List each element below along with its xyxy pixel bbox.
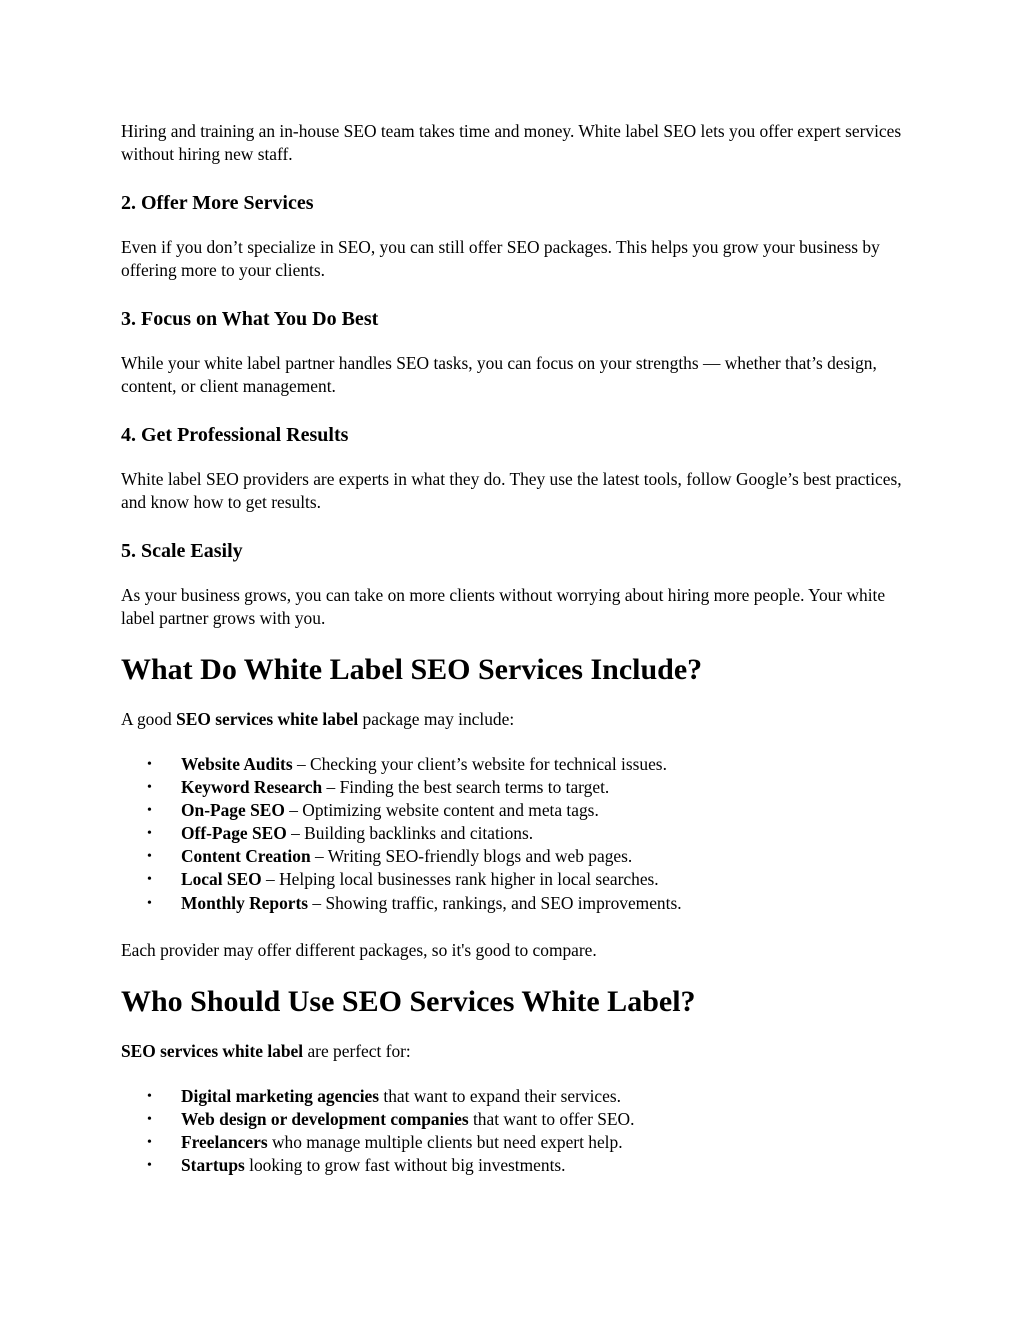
include-closing-paragraph: Each provider may offer different packages, so it's good to compare.	[121, 939, 597, 960]
list-item-text: that want to expand their services.	[379, 1085, 621, 1106]
list-item	[121, 822, 911, 845]
intro-paragraph: Hiring and training an in-house SEO team takes time and money. White label SEO lets you offer expert services without hiring new staff.	[121, 121, 902, 164]
list-item-text: who manage multiple clients but need expert help.	[267, 1131, 623, 1152]
bullet-icon: •	[147, 872, 152, 888]
list-item-text: – Building backlinks and citations.	[286, 823, 534, 844]
heading-what-included: What Do White Label SEO Services Include?	[121, 653, 703, 686]
list-item-term: Off-Page SEO	[181, 823, 287, 844]
who-list	[121, 1085, 911, 1177]
list-item	[121, 799, 911, 822]
list-item	[121, 868, 911, 891]
bullet-icon: •	[147, 826, 152, 842]
list-item-text: – Writing SEO-friendly blogs and web pages.	[310, 846, 633, 867]
section-heading-focus: 3. Focus on What You Do Best	[121, 308, 379, 330]
list-item	[121, 1131, 911, 1154]
include-lead-suffix: package may include:	[358, 709, 515, 729]
section-text-professional: White label SEO providers are experts in what they do. They use the latest tools, follow Google’s best practices, and know how to get results.	[121, 469, 902, 512]
who-lead-bold: SEO services white label	[121, 1040, 304, 1061]
list-item	[121, 892, 911, 915]
list-item-text: – Helping local businesses rank higher in local searches.	[261, 869, 659, 890]
list-item-text: that want to offer SEO.	[468, 1108, 635, 1129]
bullet-icon: •	[147, 803, 152, 819]
include-lead-prefix: A good	[121, 709, 177, 729]
list-item	[121, 1108, 911, 1131]
section-heading-scale: 5. Scale Easily	[121, 540, 243, 562]
who-lead-suffix: are perfect for:	[303, 1040, 411, 1061]
bullet-icon: •	[147, 895, 152, 911]
list-item-text: – Finding the best search terms to target.	[322, 777, 610, 798]
list-item	[121, 845, 911, 868]
document-page	[121, 120, 911, 1177]
section-text-focus: While your white label partner handles SEO tasks, you can focus on your strengths — whether that’s design, content, or client management.	[121, 353, 877, 396]
list-item-term: On-Page SEO	[181, 800, 285, 821]
list-item-term: Monthly Reports	[181, 892, 309, 913]
list-item-term: Keyword Research	[181, 777, 323, 798]
list-item-term: Local SEO	[181, 869, 262, 890]
bullet-icon: •	[147, 1157, 152, 1173]
section-heading-offer-more: 2. Offer More Services	[121, 192, 314, 214]
section-heading-professional: 4. Get Professional Results	[121, 424, 349, 446]
who-lead-paragraph	[121, 1040, 911, 1063]
bullet-icon: •	[147, 1111, 152, 1127]
include-lead-paragraph	[121, 708, 911, 731]
list-item-text: – Optimizing website content and meta tags.	[284, 800, 599, 821]
list-item-term: Website Audits	[181, 754, 293, 774]
section-text-scale: As your business grows, you can take on more clients without worrying about hiring more people. Your white label partner grows with you.	[121, 585, 886, 628]
list-item	[121, 1085, 911, 1108]
list-item-term: Freelancers	[181, 1131, 268, 1152]
list-item-term: Digital marketing agencies	[181, 1085, 380, 1106]
heading-who-should-use: Who Should Use SEO Services White Label?	[121, 984, 696, 1018]
bullet-icon: •	[147, 1088, 152, 1104]
bullet-icon: •	[147, 849, 152, 865]
include-list	[121, 753, 911, 915]
bullet-icon: •	[147, 1134, 152, 1150]
include-lead-bold: SEO services white label	[176, 709, 359, 729]
list-item-text: – Checking your client’s website for technical issues.	[292, 754, 667, 774]
list-item-term: Web design or development companies	[181, 1108, 469, 1129]
bullet-icon: •	[147, 780, 152, 796]
list-item-term: Content Creation	[181, 846, 311, 867]
bullet-icon: •	[147, 757, 152, 772]
list-item-text: – Showing traffic, rankings, and SEO improvements.	[308, 892, 682, 913]
list-item	[121, 776, 911, 799]
list-item	[121, 1154, 911, 1177]
section-text-offer-more: Even if you don’t specialize in SEO, you can still offer SEO packages. This helps you grow your business by offering more to your clients.	[121, 237, 880, 280]
list-item-term: Startups	[181, 1154, 245, 1175]
list-item-text: looking to grow fast without big investments.	[244, 1154, 566, 1175]
list-item	[121, 753, 911, 776]
